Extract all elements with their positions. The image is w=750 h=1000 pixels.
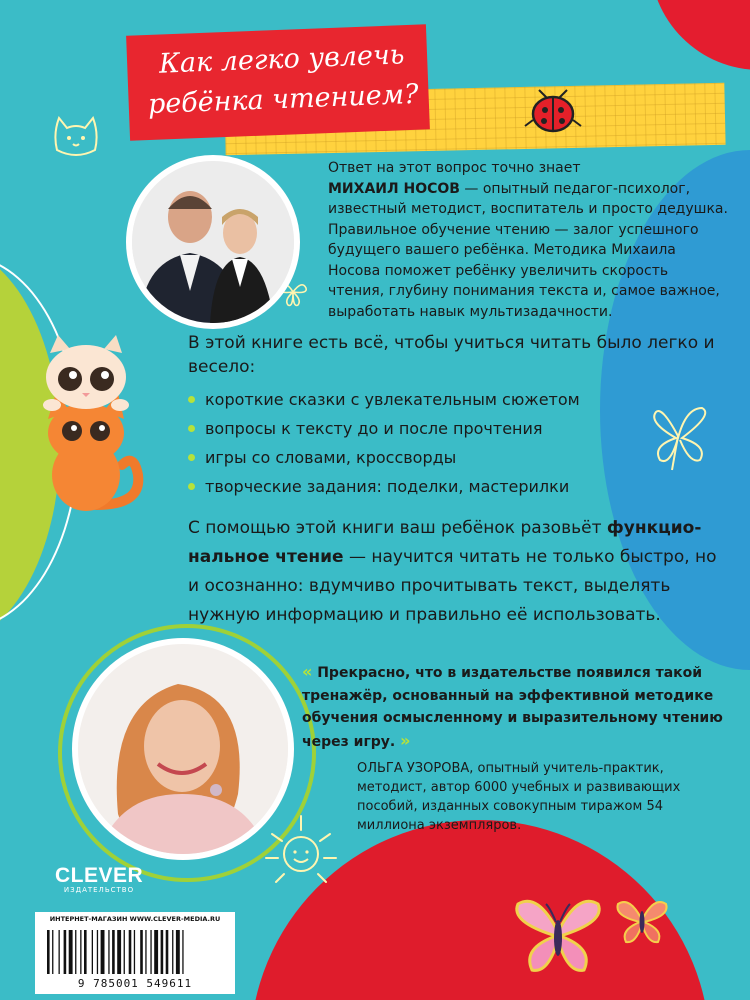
red-corner-shape — [650, 0, 750, 70]
title-line-2: ребёнка чтением? — [147, 78, 420, 121]
reviewer-quote — [302, 661, 727, 753]
reviewer-photo-image — [78, 644, 288, 854]
intro-author-role: — опытный педагог-психолог, — [459, 180, 691, 197]
butterfly-large-icon — [508, 882, 608, 982]
functional-before: С помощью этой книги ваш ребёнок разовьёт — [188, 518, 607, 538]
publisher-logo-text: CLEVER — [55, 864, 144, 887]
quote-open-mark: « — [302, 662, 313, 681]
functional-reading-paragraph — [188, 514, 728, 630]
sun-doodle-icon — [262, 812, 340, 890]
functional-bold: функциональное чтение — [188, 518, 702, 567]
intro-line-1: Ответ на этот вопрос точно знает — [328, 160, 581, 176]
publisher-logo-subtitle: ИЗДАТЕЛЬСТВО — [63, 886, 135, 894]
cat-doodle-icon — [45, 110, 107, 162]
shop-url: ИНТЕРНЕТ-МАГАЗИН WWW.CLEVER-MEDIA.RU — [35, 912, 235, 926]
list-item: творческие задания: поделки, мастерилки — [188, 472, 708, 501]
barcode — [35, 926, 235, 994]
cats-illustration — [30, 335, 155, 517]
ladybug-icon — [523, 88, 583, 134]
list-item: игры со словами, кроссворды — [188, 443, 708, 472]
reviewer-photo — [72, 638, 294, 860]
reviewer-signature: ОЛЬГА УЗОРОВА, опытный учитель-практик, методист, автор 6000 учебных и развивающих пособий, изданных совокупным тиражом 54 миллиона экземпляров. — [357, 761, 681, 833]
quote-text: Прекрасно, что в издательстве появился такой тренажёр, основанный на эффективной методике обучения осмысленному и выразительному чтению через игру. — [302, 665, 723, 750]
page-title — [139, 35, 427, 126]
barcode-bars — [45, 930, 225, 978]
intro-paragraph — [328, 158, 728, 322]
intro-rest: известный методист, воспитатель и просто дедушка. Правильное обучение чтению — залог успешного будущего вашего ребёнка. Методика Михаила Носова поможет ребёнку увеличить скорость чтения, глубину понимания текста и, самое важное, выработать навык мультизадачности. — [328, 201, 728, 320]
features-list — [188, 385, 708, 501]
author-photo-image — [132, 161, 294, 323]
author-photo — [126, 155, 300, 329]
list-item: вопросы к тексту до и после прочтения — [188, 414, 708, 443]
quote-close-mark: » — [400, 730, 411, 750]
title-line-1: Как легко увлечь — [158, 39, 405, 80]
features-lead: В этой книге есть всё, чтобы учиться читать было легко и весело: — [188, 333, 715, 377]
functional-after: — научится читать не только быстро, но и осознанно: вдумчиво прочитывать текст, выделять нужную информацию и правильно её использовать. — [188, 547, 717, 625]
barcode-digits: 9 785001 549611 — [77, 977, 193, 990]
butterfly-small-icon — [612, 892, 672, 948]
list-item: короткие сказки с увлекательным сюжетом — [188, 385, 708, 414]
intro-author-name: МИХАИЛ НОСОВ — [328, 180, 460, 197]
publisher-logo — [55, 866, 143, 896]
